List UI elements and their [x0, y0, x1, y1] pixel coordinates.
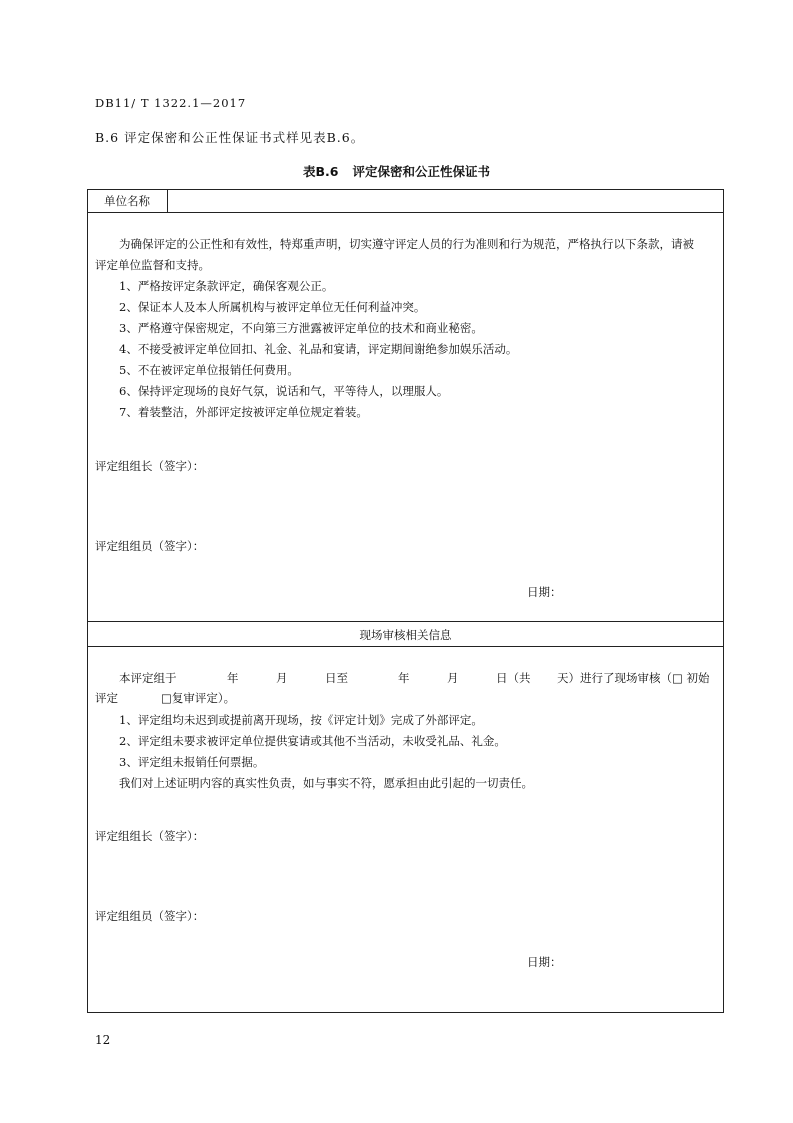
onsite-line-2-start: 评定 [95, 691, 118, 705]
pledge-paragraph-line-1: 为确保评定的公正性和有效性，特郑重声明，切实遵守评定人员的行为准则和行为规范，严格执行以下条款，请被 [119, 237, 694, 251]
month-label: 月 [447, 671, 459, 685]
table-title [0, 162, 793, 180]
table-rule-unit-divider [167, 189, 168, 212]
table-rule-onsite-header [87, 646, 724, 647]
pledge-item: 2、保证本人及本人所属机构与被评定单位无任何利益冲突。 [119, 300, 426, 314]
document-code: DB11/ T 1322.1—2017 [95, 96, 247, 110]
pledge-item: 7、着装整洁，外部评定按被评定单位规定着装。 [119, 405, 368, 419]
table-title-text: 评定保密和公正性保证书 [352, 164, 490, 179]
onsite-item: 2、评定组未要求被评定单位提供宴请或其他不当活动，未收受礼品、礼金。 [119, 734, 506, 748]
intro-text: B.6 评定保密和公正性保证书式样见表B.6。 [95, 130, 365, 145]
date-label: 日期： [527, 585, 562, 599]
pledge-item: 3、严格遵守保密规定，不向第三方泄露被评定单位的技术和商业秘密。 [119, 321, 483, 335]
unit-name-label: 单位名称 [104, 194, 150, 208]
month-label: 月 [276, 671, 288, 685]
pledge-item: 1、严格按评定条款评定，确保客观公正。 [119, 279, 334, 293]
onsite-member-signature-label: 评定组组员（签字）： [95, 909, 205, 923]
pledge-item: 6、保持评定现场的良好气氛，说话和气，平等待人，以理服人。 [119, 384, 449, 398]
pledge-item: 4、不接受被评定单位回扣、礼金、礼品和宴请，评定期间谢绝参加娱乐活动。 [119, 342, 518, 356]
onsite-date-label: 日期： [527, 955, 562, 969]
table-rule-unit [87, 212, 724, 213]
leader-signature-label: 评定组组长（签字）： [95, 459, 205, 473]
onsite-leader-signature-label: 评定组组长（签字）： [95, 829, 205, 843]
table-rule-section [87, 621, 724, 622]
onsite-line-1-start: 本评定组于 [119, 671, 177, 685]
onsite-section-header: 现场审核相关信息 [359, 628, 452, 642]
year-label: 年 [227, 671, 239, 685]
member-signature-label: 评定组组员（签字）： [95, 539, 205, 553]
pledge-paragraph-line-2: 评定单位监督和支持。 [95, 258, 210, 272]
unit-name-value[interactable] [172, 193, 720, 209]
page-number: 12 [95, 1033, 111, 1047]
onsite-item: 3、评定组未报销任何票据。 [119, 755, 265, 769]
review-assessment-option: □复审评定）。 [161, 691, 236, 705]
table-number: 表B.6 [303, 164, 339, 179]
day-total-label: 日（共 [496, 671, 531, 685]
onsite-statement: 我们对上述证明内容的真实性负责，如与事实不符，愿承担由此引起的一切责任。 [119, 776, 533, 790]
onsite-item: 1、评定组均未迟到或提前离开现场，按《评定计划》完成了外部评定。 [119, 713, 483, 727]
days-audit-type: 天）进行了现场审核（□ 初始 [557, 671, 710, 685]
pledge-item: 5、不在被评定单位报销任何费用。 [119, 363, 299, 377]
year-label: 年 [398, 671, 410, 685]
day-to-label: 日至 [325, 671, 348, 685]
